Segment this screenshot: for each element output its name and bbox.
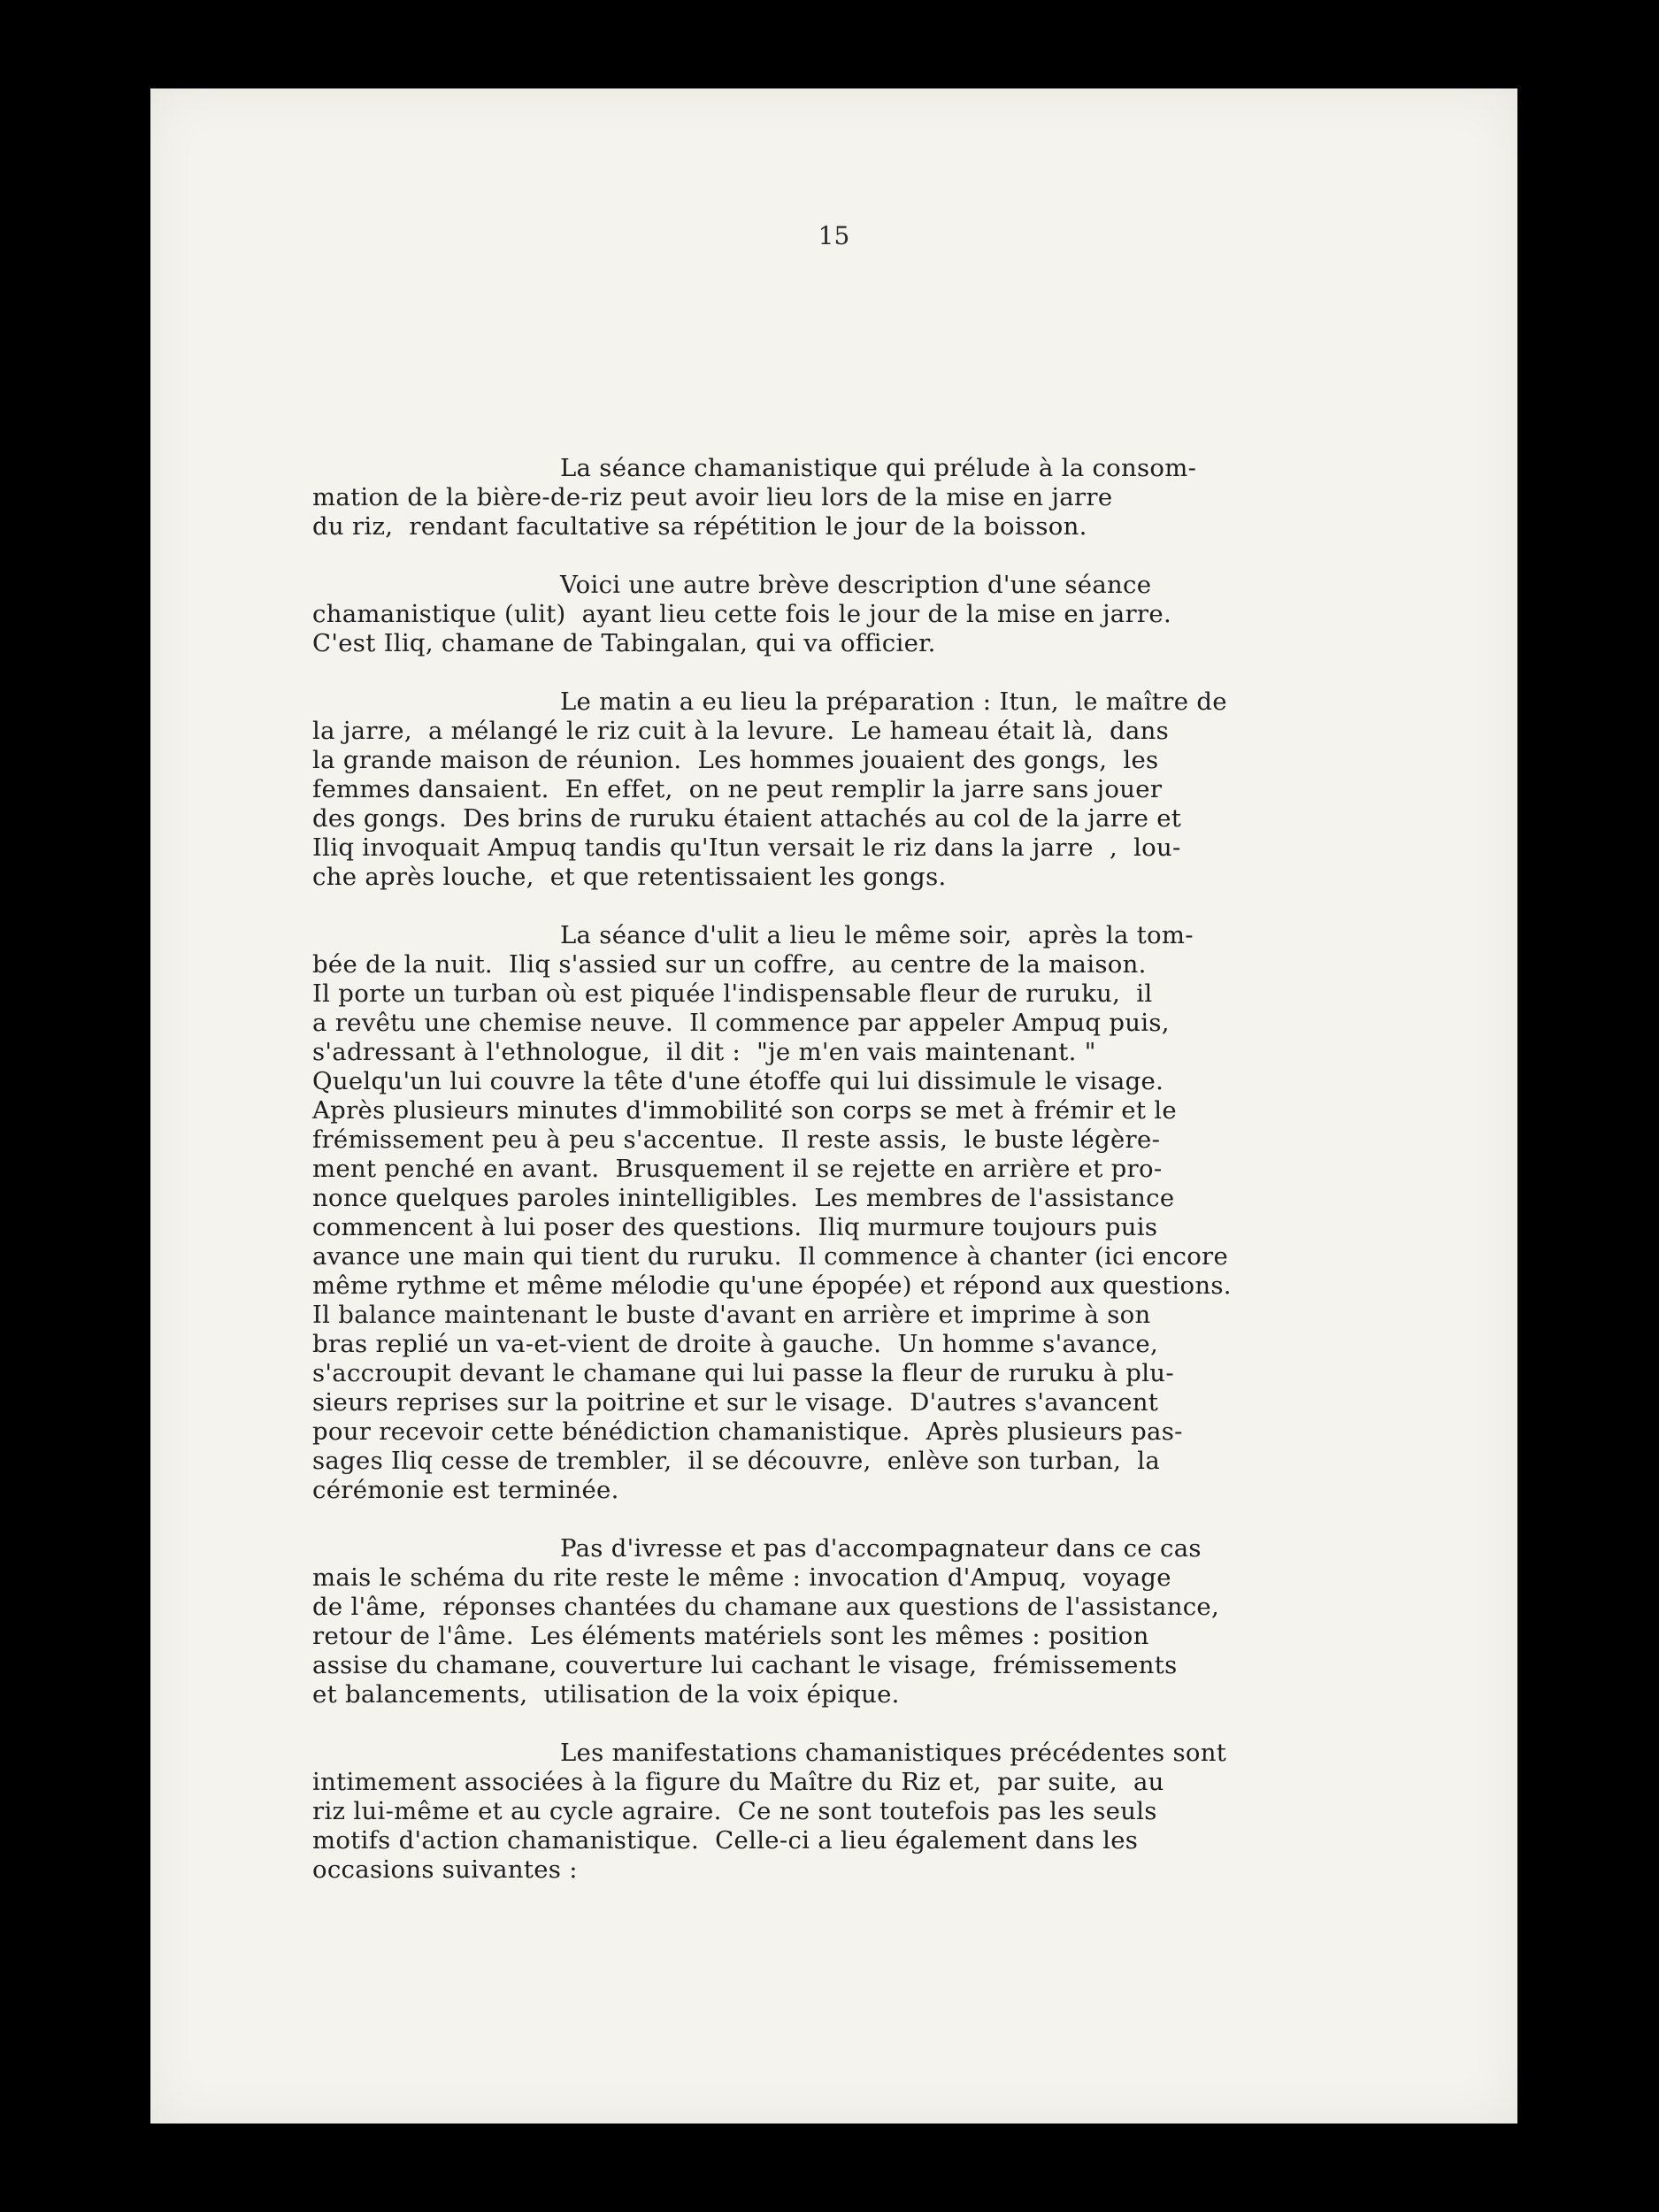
text-line: des gongs. Des brins de ruruku étaient attachés au col de la jarre et xyxy=(312,804,1182,833)
text-line: femmes dansaient. En effet, on ne peut remplir la jarre sans jouer xyxy=(312,775,1163,803)
text-line: Les manifestations chamanistiques précédentes sont xyxy=(560,1739,1227,1767)
text-line: Il balance maintenant le buste d'avant en arrière et imprime à son xyxy=(312,1301,1151,1329)
text-line: frémissement peu à peu s'accentue. Il reste assis, le buste légère- xyxy=(312,1125,1161,1154)
text-line: avance une main qui tient du ruruku. Il commence à chanter (ici encore xyxy=(312,1242,1229,1271)
text-line: riz lui-même et au cycle agraire. Ce ne sont toutefois pas les seuls xyxy=(312,1797,1157,1825)
paragraph-6 xyxy=(312,1739,1392,1885)
text-line: sages Iliq cesse de trembler, il se découvre, enlève son turban, la xyxy=(312,1447,1161,1475)
text-line: intimement associées à la figure du Maître du Riz et, par suite, au xyxy=(312,1768,1164,1796)
text-line: bras replié un va-et-vient de droite à gauche. Un homme s'avance, xyxy=(312,1330,1158,1358)
text-line: Quelqu'un lui couvre la tête d'une étoffe qui lui dissimule le visage. xyxy=(312,1067,1164,1095)
text-line: mation de la bière-de-riz peut avoir lieu lors de la mise en jarre xyxy=(312,483,1113,511)
text-line: La séance d'ulit a lieu le même soir, après la tom- xyxy=(560,921,1194,949)
text-line: C'est Iliq, chamane de Tabingalan, qui va officier. xyxy=(312,629,936,657)
paragraph-2 xyxy=(312,571,1392,658)
page-number: 15 xyxy=(818,221,850,250)
text-line: che après louche, et que retentissaient les gongs. xyxy=(312,863,947,891)
paragraph-4 xyxy=(312,921,1392,1505)
text-line: La séance chamanistique qui prélude à la consom- xyxy=(560,454,1197,482)
text-line: occasions suivantes : xyxy=(312,1855,578,1884)
text-line: pour recevoir cette bénédiction chamanistique. Après plusieurs pas- xyxy=(312,1417,1183,1446)
text-line: la grande maison de réunion. Les hommes jouaient des gongs, les xyxy=(312,746,1159,774)
body-text xyxy=(312,454,1392,1914)
text-line: nonce quelques paroles inintelligibles. Les membres de l'assistance xyxy=(312,1184,1175,1212)
text-line: même rythme et même mélodie qu'une épopée) et répond aux questions. xyxy=(312,1271,1232,1300)
text-line: et balancements, utilisation de la voix épique. xyxy=(312,1680,900,1709)
text-line: de l'âme, réponses chantées du chamane aux questions de l'assistance, xyxy=(312,1593,1220,1621)
text-line: chamanistique (ulit) ayant lieu cette fois le jour de la mise en jarre. xyxy=(312,600,1171,628)
text-line: assise du chamane, couverture lui cachant le visage, frémissements xyxy=(312,1651,1178,1679)
text-line: a revêtu une chemise neuve. Il commence par appeler Ampuq puis, xyxy=(312,1009,1170,1037)
text-line: sieurs reprises sur la poitrine et sur le visage. D'autres s'avancent xyxy=(312,1388,1159,1417)
text-line: cérémonie est terminée. xyxy=(312,1476,619,1504)
text-line: la jarre, a mélangé le riz cuit à la levure. Le hameau était là, dans xyxy=(312,717,1170,745)
text-line: mais le schéma du rite reste le même : invocation d'Ampuq, voyage xyxy=(312,1563,1171,1592)
paragraph-1 xyxy=(312,454,1392,541)
text-line: Il porte un turban où est piquée l'indispensable fleur de ruruku, il xyxy=(312,979,1153,1008)
text-line: bée de la nuit. Iliq s'assied sur un coffre, au centre de la maison. xyxy=(312,950,1147,979)
text-line: Après plusieurs minutes d'immobilité son corps se met à frémir et le xyxy=(312,1096,1177,1125)
text-line: commencent à lui poser des questions. Iliq murmure toujours puis xyxy=(312,1213,1158,1241)
text-line: Voici une autre brève description d'une séance xyxy=(560,571,1152,599)
text-line: du riz, rendant facultative sa répétition le jour de la boisson. xyxy=(312,512,1087,541)
text-line: Le matin a eu lieu la préparation : Itun, le maître de xyxy=(560,687,1227,716)
text-line: Iliq invoquait Ampuq tandis qu'Itun versait le riz dans la jarre , lou- xyxy=(312,833,1181,862)
text-line: motifs d'action chamanistique. Celle-ci a lieu également dans les xyxy=(312,1826,1139,1855)
text-line: Pas d'ivresse et pas d'accompagnateur dans ce cas xyxy=(560,1534,1202,1563)
text-line: retour de l'âme. Les éléments matériels sont les mêmes : position xyxy=(312,1622,1149,1650)
text-line: s'accroupit devant le chamane qui lui passe la fleur de ruruku à plu- xyxy=(312,1359,1174,1387)
paragraph-3 xyxy=(312,687,1392,892)
paragraph-5 xyxy=(312,1534,1392,1709)
document-page xyxy=(150,88,1517,2124)
text-line: ment penché en avant. Brusquement il se rejette en arrière et pro- xyxy=(312,1155,1163,1183)
text-line: s'adressant à l'ethnologue, il dit : "je m'en vais maintenant. " xyxy=(312,1038,1096,1066)
